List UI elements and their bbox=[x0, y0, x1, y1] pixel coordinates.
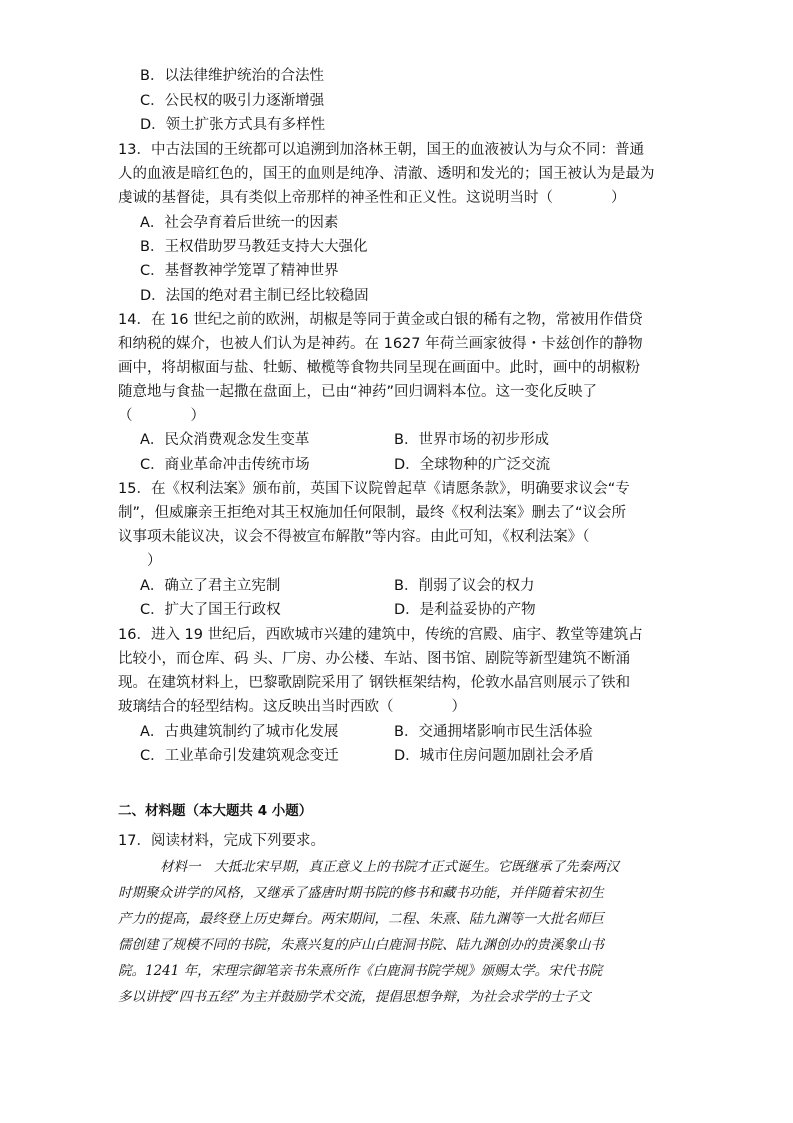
q16-option-d: D．城市住房问题加剧社会矛盾 bbox=[394, 748, 594, 764]
q16-option-b: B．交通拥堵影响市民生活体验 bbox=[394, 724, 593, 740]
q15-option-c: C．扩大了国王行政权 bbox=[140, 602, 281, 618]
section-heading: 二、材料题（本大题共 4 小题） bbox=[118, 803, 313, 819]
q15-option-d: D．是利益妥协的产物 bbox=[394, 602, 536, 618]
q13-option-d: D．法国的绝对君主制已经比较稳固 bbox=[140, 288, 369, 304]
q14-option-b: B．世界市场的初步形成 bbox=[394, 432, 549, 448]
q14-answer-blank: （ ） bbox=[118, 408, 205, 424]
q13-stem-line: 人的血液是暗红色的，国王的血则是纯净、清澈、透明和发光的；国王被认为是最为 bbox=[118, 166, 655, 182]
q16-option-c: C．工业革命引发建筑观念变迁 bbox=[140, 748, 339, 764]
q17-stem: 17．阅读材料，完成下列要求。 bbox=[118, 833, 325, 849]
material-line: 儒创建了规模不同的书院，朱熹兴复的庐山白鹿洞书院、陆九渊创办的贵溪象山书 bbox=[118, 937, 604, 953]
q16-stem-line: 16．进入 19 世纪后，西欧城市兴建的建筑中，传统的宫殿、庙宇、教堂等建筑占 bbox=[118, 627, 643, 643]
q15-stem-line: 15．在《权利法案》颁布前，英国下议院曾起草《请愿条款》，明确要求议会“专 bbox=[118, 481, 630, 497]
q13-stem-line: 13．中古法国的王统都可以追溯到加洛林王朝，国王的血液被认为与众不同：普通 bbox=[118, 142, 644, 158]
material-line: 多以讲授“四书五经”为主并鼓励学术交流，提倡思想争辩，为社会求学的士子文 bbox=[118, 989, 591, 1005]
material-line: 产力的提高，最终登上历史舞台。两宋期间，二程、朱熹、陆九渊等一大批名师巨 bbox=[118, 911, 604, 927]
q13-option-b: B．王权借助罗马教廷支持大大强化 bbox=[140, 239, 368, 255]
q12-option-b: B．以法律维护统治的合法性 bbox=[140, 68, 324, 84]
q15-option-a: A．确立了君主立宪制 bbox=[140, 578, 281, 594]
q14-option-d: D．全球物种的广泛交流 bbox=[394, 457, 551, 473]
q14-option-a: A．民众消费观念发生变革 bbox=[140, 432, 310, 448]
q16-option-a: A．古典建筑制约了城市化发展 bbox=[140, 724, 339, 740]
q12-option-c: C．公民权的吸引力逐渐增强 bbox=[140, 93, 325, 109]
q13-stem-line: 虔诚的基督徒，具有类似上帝那样的神圣性和正义性。这说明当时（ ） bbox=[118, 190, 626, 206]
q14-stem-line: 14．在 16 世纪之前的欧洲，胡椒是等同于黄金或白银的稀有之物，常被用作借贷 bbox=[118, 312, 643, 328]
q14-stem-line: 随意地与食盐一起撒在盘面上，已由“神药”回归调料本位。这一变化反映了 bbox=[118, 384, 598, 400]
q16-stem-line: 现。在建筑材料上，巴黎歌剧院采用了 钢铁框架结构，伦敦水晶宫则展示了铁和 bbox=[118, 675, 631, 691]
material-line: 时期聚众讲学的风格，又继承了盛唐时期书院的修书和藏书功能，并伴随着宋初生 bbox=[118, 885, 604, 901]
q16-stem-line: 比较小，而仓库、码 头、厂房、办公楼、车站、图书馆、剧院等新型建筑不断涌 bbox=[118, 651, 631, 667]
q12-option-d: D．领土扩张方式具有多样性 bbox=[140, 117, 326, 133]
material-line: 材料一 大抵北宋早期，真正意义上的书院才正式诞生。它既继承了先秦两汉 bbox=[160, 859, 619, 875]
q14-option-c: C．商业革命冲击传统市场 bbox=[140, 457, 310, 473]
q15-answer-blank: ） bbox=[118, 553, 162, 569]
q15-stem-line: 制”，但威廉亲王拒绝对其王权施加任何限制，最终《权利法案》删去了“议会所 bbox=[118, 505, 627, 521]
q14-stem-line: 和纳税的媒介，也被人们认为是神药。在 1627 年荷兰画家彼得・卡兹创作的静物 bbox=[118, 336, 643, 352]
q16-stem-line: 玻璃结合的轻型结构。这反映出当时西欧（ ） bbox=[118, 699, 466, 715]
material-line: 院。1241 年，宋理宗御笔亲书朱熹所作《白鹿洞书院学规》颁赐太学。宋代书院 bbox=[118, 963, 603, 979]
q13-option-a: A．社会孕育着后世统一的因素 bbox=[140, 215, 339, 231]
q15-option-b: B．削弱了议会的权力 bbox=[394, 578, 535, 594]
q15-stem-line: 议事项未能议决，议会不得被宣布解散”等内容。由此可知，《权利法案》（ bbox=[118, 529, 590, 545]
q14-stem-line: 画中，将胡椒面与盐、牡蛎、橄榄等食物共同呈现在画面中。此时，画中的胡椒粉 bbox=[118, 360, 640, 376]
q13-option-c: C．基督教神学笼罩了精神世界 bbox=[140, 263, 339, 279]
